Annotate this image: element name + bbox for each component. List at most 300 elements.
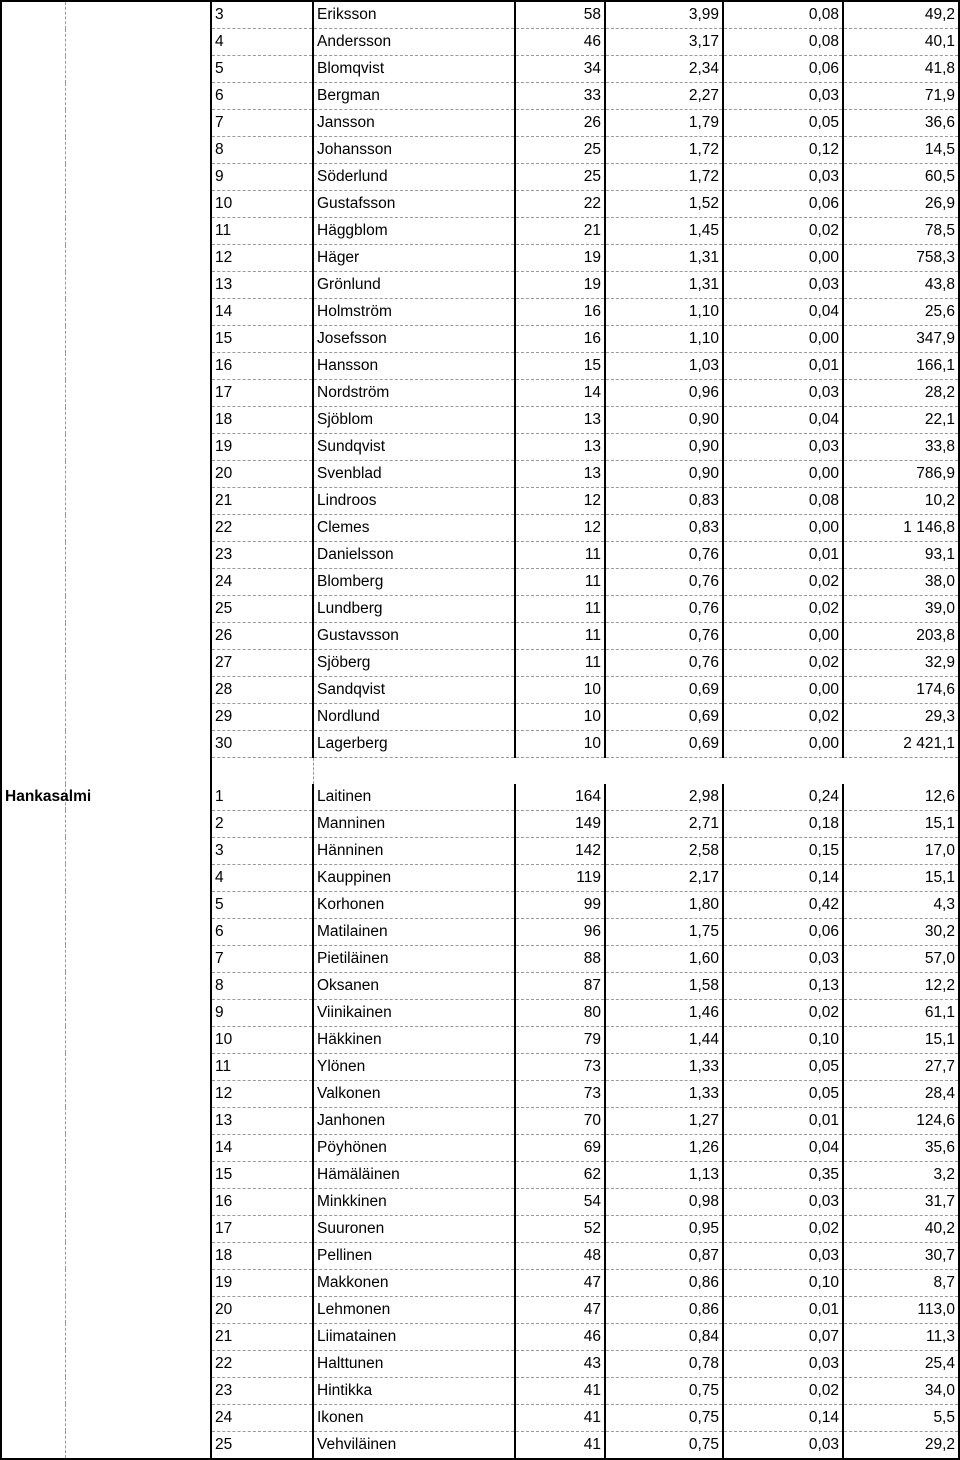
municipality-cell xyxy=(1,461,65,488)
table-row xyxy=(1,864,959,891)
surname-cell: Clemes xyxy=(313,515,515,542)
spacer-cell xyxy=(65,837,211,864)
percent-cell: 1,31 xyxy=(605,245,723,272)
table-row xyxy=(1,1188,959,1215)
empty-cell xyxy=(313,758,515,784)
rank-cell: 11 xyxy=(211,1053,313,1080)
table-row xyxy=(1,1296,959,1323)
share-cell: 0,14 xyxy=(723,1404,843,1431)
surname-cell: Blomqvist xyxy=(313,56,515,83)
ratio-cell: 25,6 xyxy=(843,299,959,326)
percent-cell: 1,31 xyxy=(605,272,723,299)
percent-cell: 0,83 xyxy=(605,515,723,542)
rank-cell: 17 xyxy=(211,380,313,407)
municipality-cell xyxy=(1,1188,65,1215)
ratio-cell: 93,1 xyxy=(843,542,959,569)
ratio-cell: 36,6 xyxy=(843,110,959,137)
share-cell: 0,04 xyxy=(723,1134,843,1161)
share-cell: 0,02 xyxy=(723,1377,843,1404)
rank-cell: 12 xyxy=(211,1080,313,1107)
spacer-cell xyxy=(65,1404,211,1431)
surname-cell: Gustavsson xyxy=(313,623,515,650)
surname-cell: Ikonen xyxy=(313,1404,515,1431)
count-cell: 48 xyxy=(515,1242,605,1269)
surname-cell: Hansson xyxy=(313,353,515,380)
share-cell: 0,00 xyxy=(723,461,843,488)
share-cell: 0,01 xyxy=(723,542,843,569)
ratio-cell: 113,0 xyxy=(843,1296,959,1323)
municipality-cell xyxy=(1,515,65,542)
share-cell: 0,05 xyxy=(723,1053,843,1080)
ratio-cell: 347,9 xyxy=(843,326,959,353)
percent-cell: 1,52 xyxy=(605,191,723,218)
share-cell: 0,03 xyxy=(723,1431,843,1459)
ratio-cell: 17,0 xyxy=(843,837,959,864)
share-cell: 0,02 xyxy=(723,1215,843,1242)
spacer-cell xyxy=(65,137,211,164)
table-row xyxy=(1,1350,959,1377)
percent-cell: 0,78 xyxy=(605,1350,723,1377)
spacer-cell xyxy=(65,191,211,218)
municipality-cell xyxy=(1,164,65,191)
count-cell: 11 xyxy=(515,596,605,623)
surname-cell: Häger xyxy=(313,245,515,272)
table-row xyxy=(1,1161,959,1188)
count-cell: 33 xyxy=(515,83,605,110)
ratio-cell: 3,2 xyxy=(843,1161,959,1188)
count-cell: 88 xyxy=(515,945,605,972)
empty-cell xyxy=(515,758,605,784)
spacer-cell xyxy=(65,758,211,784)
table-row xyxy=(1,1080,959,1107)
municipality-cell xyxy=(1,1377,65,1404)
percent-cell: 0,69 xyxy=(605,731,723,758)
share-cell: 0,00 xyxy=(723,731,843,758)
table-row xyxy=(1,650,959,677)
table-row xyxy=(1,542,959,569)
ratio-cell: 758,3 xyxy=(843,245,959,272)
spacer-cell xyxy=(65,1,211,29)
table-row xyxy=(1,1026,959,1053)
rank-cell: 22 xyxy=(211,515,313,542)
percent-cell: 1,45 xyxy=(605,218,723,245)
table-row xyxy=(1,326,959,353)
spacer-cell xyxy=(65,731,211,758)
count-cell: 43 xyxy=(515,1350,605,1377)
empty-cell xyxy=(723,758,843,784)
percent-cell: 0,76 xyxy=(605,596,723,623)
surname-cell: Janhonen xyxy=(313,1107,515,1134)
count-cell: 47 xyxy=(515,1296,605,1323)
share-cell: 0,15 xyxy=(723,837,843,864)
spacer-cell xyxy=(65,972,211,999)
rank-cell: 27 xyxy=(211,650,313,677)
rank-cell: 24 xyxy=(211,569,313,596)
spacer-cell xyxy=(65,164,211,191)
count-cell: 12 xyxy=(515,515,605,542)
empty-cell xyxy=(211,758,313,784)
percent-cell: 0,95 xyxy=(605,1215,723,1242)
ratio-cell: 10,2 xyxy=(843,488,959,515)
table-row xyxy=(1,891,959,918)
count-cell: 99 xyxy=(515,891,605,918)
spacer-cell xyxy=(65,272,211,299)
table-row xyxy=(1,164,959,191)
table-row xyxy=(1,1053,959,1080)
count-cell: 96 xyxy=(515,918,605,945)
municipality-cell xyxy=(1,353,65,380)
share-cell: 0,00 xyxy=(723,623,843,650)
rank-cell: 23 xyxy=(211,1377,313,1404)
ratio-cell: 61,1 xyxy=(843,999,959,1026)
ratio-cell: 33,8 xyxy=(843,434,959,461)
surname-cell: Bergman xyxy=(313,83,515,110)
ratio-cell: 78,5 xyxy=(843,218,959,245)
rank-cell: 8 xyxy=(211,137,313,164)
surname-cell: Blomberg xyxy=(313,569,515,596)
surname-cell: Grönlund xyxy=(313,272,515,299)
municipality-cell xyxy=(1,677,65,704)
rank-cell: 6 xyxy=(211,83,313,110)
percent-cell: 0,90 xyxy=(605,461,723,488)
count-cell: 41 xyxy=(515,1431,605,1459)
table-row xyxy=(1,83,959,110)
share-cell: 0,24 xyxy=(723,784,843,811)
spacer-cell xyxy=(65,461,211,488)
rank-cell: 24 xyxy=(211,1404,313,1431)
share-cell: 0,02 xyxy=(723,569,843,596)
ratio-cell: 60,5 xyxy=(843,164,959,191)
municipality-cell xyxy=(1,1,65,29)
ratio-cell: 57,0 xyxy=(843,945,959,972)
rank-cell: 5 xyxy=(211,56,313,83)
percent-cell: 1,46 xyxy=(605,999,723,1026)
share-cell: 0,03 xyxy=(723,945,843,972)
municipality-cell xyxy=(1,1107,65,1134)
surname-cell: Pellinen xyxy=(313,1242,515,1269)
count-cell: 119 xyxy=(515,864,605,891)
percent-cell: 0,83 xyxy=(605,488,723,515)
count-cell: 26 xyxy=(515,110,605,137)
spacer-cell xyxy=(65,1107,211,1134)
count-cell: 25 xyxy=(515,137,605,164)
percent-cell: 1,72 xyxy=(605,137,723,164)
spacer-cell xyxy=(65,1296,211,1323)
percent-cell: 2,34 xyxy=(605,56,723,83)
spacer-cell xyxy=(65,488,211,515)
percent-cell: 0,87 xyxy=(605,1242,723,1269)
spacer-cell xyxy=(65,704,211,731)
municipality-cell xyxy=(1,299,65,326)
table-row xyxy=(1,407,959,434)
surname-cell: Hintikka xyxy=(313,1377,515,1404)
ratio-cell: 12,6 xyxy=(843,784,959,811)
table-row xyxy=(1,488,959,515)
municipality-cell xyxy=(1,945,65,972)
count-cell: 12 xyxy=(515,488,605,515)
rank-cell: 2 xyxy=(211,810,313,837)
table-row xyxy=(1,837,959,864)
spacer-cell xyxy=(65,891,211,918)
spacer-cell xyxy=(65,623,211,650)
rank-cell: 12 xyxy=(211,245,313,272)
percent-cell: 0,96 xyxy=(605,380,723,407)
table-row xyxy=(1,515,959,542)
table-row xyxy=(1,1215,959,1242)
ratio-cell: 4,3 xyxy=(843,891,959,918)
spacer-cell xyxy=(65,353,211,380)
spacer-cell xyxy=(65,83,211,110)
ratio-cell: 29,3 xyxy=(843,704,959,731)
count-cell: 19 xyxy=(515,245,605,272)
municipality-cell xyxy=(1,650,65,677)
spacer-cell xyxy=(65,918,211,945)
spacer-cell xyxy=(65,864,211,891)
ratio-cell: 25,4 xyxy=(843,1350,959,1377)
rank-cell: 8 xyxy=(211,972,313,999)
surname-cell: Lundberg xyxy=(313,596,515,623)
count-cell: 80 xyxy=(515,999,605,1026)
spacer-cell xyxy=(65,515,211,542)
percent-cell: 1,33 xyxy=(605,1053,723,1080)
percent-cell: 0,75 xyxy=(605,1377,723,1404)
share-cell: 0,05 xyxy=(723,1080,843,1107)
ratio-cell: 39,0 xyxy=(843,596,959,623)
count-cell: 10 xyxy=(515,731,605,758)
percent-cell: 0,75 xyxy=(605,1431,723,1459)
rank-cell: 16 xyxy=(211,1188,313,1215)
share-cell: 0,18 xyxy=(723,810,843,837)
share-cell: 0,02 xyxy=(723,704,843,731)
surname-cell: Viinikainen xyxy=(313,999,515,1026)
surname-cell: Hänninen xyxy=(313,837,515,864)
municipality-cell xyxy=(1,245,65,272)
surname-cell: Sundqvist xyxy=(313,434,515,461)
ratio-cell: 12,2 xyxy=(843,972,959,999)
municipality-cell xyxy=(1,542,65,569)
share-cell: 0,12 xyxy=(723,137,843,164)
surname-cell: Nordlund xyxy=(313,704,515,731)
ratio-cell: 34,0 xyxy=(843,1377,959,1404)
count-cell: 41 xyxy=(515,1377,605,1404)
surname-cell: Häkkinen xyxy=(313,1026,515,1053)
rank-cell: 15 xyxy=(211,1161,313,1188)
rank-cell: 30 xyxy=(211,731,313,758)
rank-cell: 7 xyxy=(211,110,313,137)
ratio-cell: 26,9 xyxy=(843,191,959,218)
percent-cell: 1,27 xyxy=(605,1107,723,1134)
ratio-cell: 31,7 xyxy=(843,1188,959,1215)
table-row xyxy=(1,784,959,811)
spacer-cell xyxy=(65,245,211,272)
table-row xyxy=(1,569,959,596)
surname-cell: Lehmonen xyxy=(313,1296,515,1323)
spacer-cell xyxy=(65,596,211,623)
municipality-cell xyxy=(1,1215,65,1242)
spacer-cell xyxy=(65,1026,211,1053)
municipality-cell xyxy=(1,191,65,218)
ratio-cell: 43,8 xyxy=(843,272,959,299)
percent-cell: 1,26 xyxy=(605,1134,723,1161)
rank-cell: 25 xyxy=(211,1431,313,1459)
rank-cell: 3 xyxy=(211,1,313,29)
municipality-cell xyxy=(1,704,65,731)
surname-cell: Nordström xyxy=(313,380,515,407)
count-cell: 11 xyxy=(515,650,605,677)
ratio-cell: 40,2 xyxy=(843,1215,959,1242)
rank-cell: 10 xyxy=(211,191,313,218)
rank-cell: 21 xyxy=(211,488,313,515)
rank-cell: 18 xyxy=(211,1242,313,1269)
table-row xyxy=(1,218,959,245)
count-cell: 19 xyxy=(515,272,605,299)
share-cell: 0,03 xyxy=(723,1242,843,1269)
spacer-cell xyxy=(65,380,211,407)
ratio-cell: 32,9 xyxy=(843,650,959,677)
ratio-cell: 5,5 xyxy=(843,1404,959,1431)
table-row xyxy=(1,1377,959,1404)
municipality-cell xyxy=(1,810,65,837)
municipality-cell xyxy=(1,837,65,864)
ratio-cell: 38,0 xyxy=(843,569,959,596)
surname-cell: Laitinen xyxy=(313,784,515,811)
percent-cell: 1,03 xyxy=(605,353,723,380)
share-cell: 0,02 xyxy=(723,999,843,1026)
municipality-cell xyxy=(1,326,65,353)
surname-cell: Lindroos xyxy=(313,488,515,515)
surname-cell: Korhonen xyxy=(313,891,515,918)
share-cell: 0,10 xyxy=(723,1269,843,1296)
rank-cell: 9 xyxy=(211,999,313,1026)
rank-cell: 3 xyxy=(211,837,313,864)
rank-cell: 16 xyxy=(211,353,313,380)
percent-cell: 0,75 xyxy=(605,1404,723,1431)
share-cell: 0,03 xyxy=(723,1188,843,1215)
count-cell: 79 xyxy=(515,1026,605,1053)
surname-cell: Sjöberg xyxy=(313,650,515,677)
municipality-cell xyxy=(1,1161,65,1188)
surname-cell: Pietiläinen xyxy=(313,945,515,972)
table-row xyxy=(1,434,959,461)
municipality-cell xyxy=(1,1053,65,1080)
surname-cell: Vehviläinen xyxy=(313,1431,515,1459)
share-cell: 0,08 xyxy=(723,488,843,515)
table-row xyxy=(1,1,959,29)
table-row xyxy=(1,299,959,326)
percent-cell: 1,72 xyxy=(605,164,723,191)
table-row xyxy=(1,1431,959,1459)
count-cell: 22 xyxy=(515,191,605,218)
municipality-cell xyxy=(1,1296,65,1323)
surname-cell: Kauppinen xyxy=(313,864,515,891)
rank-cell: 14 xyxy=(211,299,313,326)
ratio-cell: 40,1 xyxy=(843,29,959,56)
count-cell: 46 xyxy=(515,29,605,56)
rank-cell: 29 xyxy=(211,704,313,731)
surname-cell: Manninen xyxy=(313,810,515,837)
count-cell: 142 xyxy=(515,837,605,864)
surname-cell: Svenblad xyxy=(313,461,515,488)
percent-cell: 3,99 xyxy=(605,1,723,29)
table-row xyxy=(1,677,959,704)
count-cell: 70 xyxy=(515,1107,605,1134)
rank-cell: 18 xyxy=(211,407,313,434)
municipality-cell xyxy=(1,1080,65,1107)
share-cell: 0,01 xyxy=(723,1107,843,1134)
count-cell: 62 xyxy=(515,1161,605,1188)
count-cell: 13 xyxy=(515,461,605,488)
share-cell: 0,14 xyxy=(723,864,843,891)
rank-cell: 5 xyxy=(211,891,313,918)
count-cell: 10 xyxy=(515,704,605,731)
percent-cell: 2,71 xyxy=(605,810,723,837)
percent-cell: 1,44 xyxy=(605,1026,723,1053)
share-cell: 0,06 xyxy=(723,918,843,945)
percent-cell: 1,58 xyxy=(605,972,723,999)
spacer-cell xyxy=(65,110,211,137)
municipality-cell xyxy=(1,218,65,245)
surname-cell: Oksanen xyxy=(313,972,515,999)
count-cell: 10 xyxy=(515,677,605,704)
municipality-cell xyxy=(1,1404,65,1431)
ratio-cell: 11,3 xyxy=(843,1323,959,1350)
share-cell: 0,00 xyxy=(723,245,843,272)
empty-cell xyxy=(605,758,723,784)
rank-cell: 28 xyxy=(211,677,313,704)
municipality-cell xyxy=(1,1323,65,1350)
table-row xyxy=(1,1134,959,1161)
share-cell: 0,03 xyxy=(723,272,843,299)
count-cell: 46 xyxy=(515,1323,605,1350)
share-cell: 0,02 xyxy=(723,650,843,677)
surname-cell: Suuronen xyxy=(313,1215,515,1242)
percent-cell: 3,17 xyxy=(605,29,723,56)
rank-cell: 20 xyxy=(211,1296,313,1323)
spacer-cell xyxy=(65,1269,211,1296)
share-cell: 0,00 xyxy=(723,326,843,353)
share-cell: 0,02 xyxy=(723,218,843,245)
percent-cell: 0,76 xyxy=(605,650,723,677)
rank-cell: 13 xyxy=(211,272,313,299)
percent-cell: 2,27 xyxy=(605,83,723,110)
spacer-cell xyxy=(65,1053,211,1080)
ratio-cell: 71,9 xyxy=(843,83,959,110)
count-cell: 25 xyxy=(515,164,605,191)
rank-cell: 7 xyxy=(211,945,313,972)
municipality-cell xyxy=(1,83,65,110)
count-cell: 13 xyxy=(515,434,605,461)
surname-cell: Gustafsson xyxy=(313,191,515,218)
surname-cell: Ylönen xyxy=(313,1053,515,1080)
table-row xyxy=(1,623,959,650)
table-row xyxy=(1,704,959,731)
share-cell: 0,35 xyxy=(723,1161,843,1188)
rank-cell: 26 xyxy=(211,623,313,650)
table-row xyxy=(1,918,959,945)
percent-cell: 0,69 xyxy=(605,704,723,731)
municipality-cell xyxy=(1,891,65,918)
surname-cell: Matilainen xyxy=(313,918,515,945)
surname-cell: Häggblom xyxy=(313,218,515,245)
percent-cell: 2,17 xyxy=(605,864,723,891)
share-cell: 0,03 xyxy=(723,164,843,191)
count-cell: 11 xyxy=(515,569,605,596)
table-row xyxy=(1,596,959,623)
percent-cell: 2,98 xyxy=(605,784,723,811)
count-cell: 58 xyxy=(515,1,605,29)
surname-cell: Sjöblom xyxy=(313,407,515,434)
surname-cell: Makkonen xyxy=(313,1269,515,1296)
